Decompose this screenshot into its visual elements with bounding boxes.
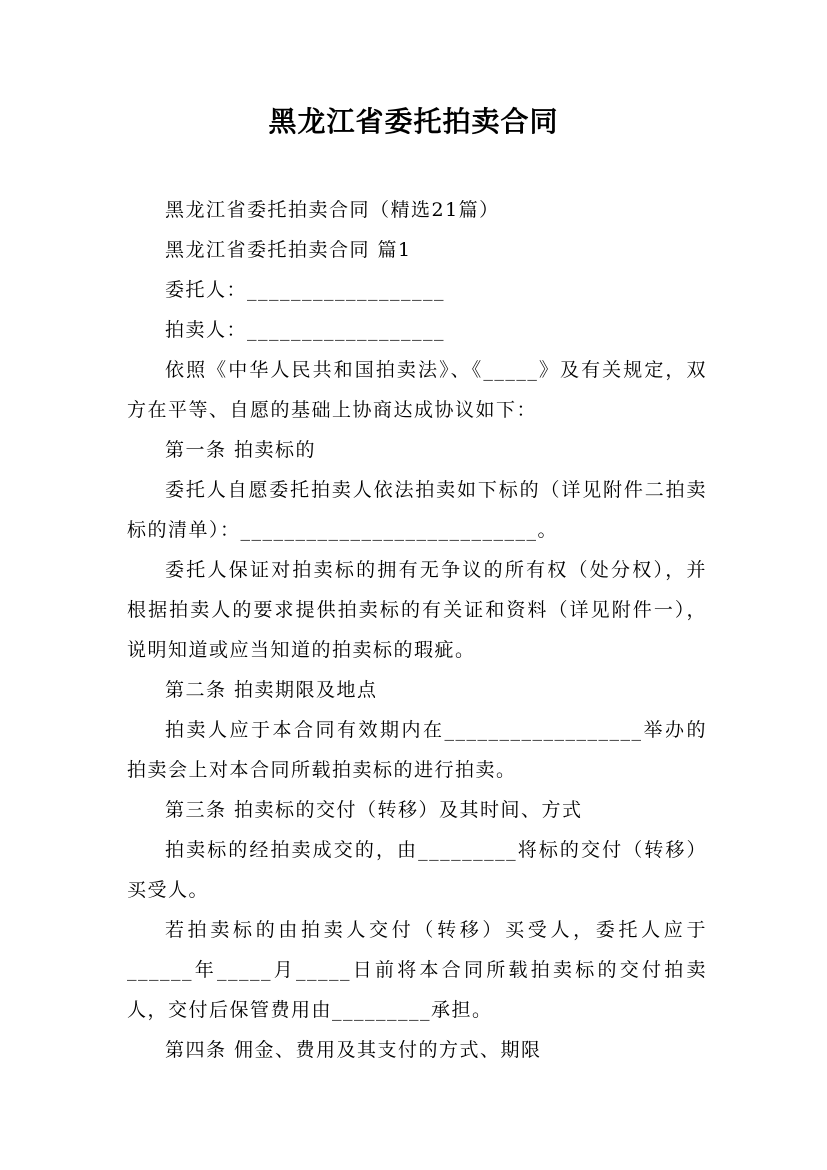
section-heading-4: 第四条 佣金、费用及其支付的方式、期限 bbox=[165, 1039, 542, 1061]
document-body bbox=[127, 190, 707, 1070]
paragraph-article-heading: 黑龙江省委托拍卖合同 篇1 bbox=[165, 239, 412, 261]
paragraph-subtitle: 黑龙江省委托拍卖合同（精选21篇） bbox=[165, 199, 500, 221]
paragraph-preamble: 依照《中华人民共和国拍卖法》、《_____》及有关规定，双方在平等、自愿的基础上协商达成协议如下： bbox=[127, 359, 707, 421]
document-title: 黑龙江省委托拍卖合同 bbox=[268, 105, 559, 138]
paragraph-section-3-b: 若拍卖标的由拍卖人交付（转移）买受人，委托人应于______年_____月_____日前将本合同所载拍卖标的交付拍卖人，交付后保管费用由_________承担。 bbox=[127, 919, 707, 1021]
paragraph-auctioneer-field: 拍卖人：__________________ bbox=[165, 319, 446, 341]
paragraph-principal-field: 委托人：__________________ bbox=[165, 279, 446, 301]
paragraph-section-2: 拍卖人应于本合同有效期内在__________________举办的拍卖会上对本合同所载拍卖标的进行拍卖。 bbox=[127, 719, 707, 781]
paragraph-section-1-b: 委托人保证对拍卖标的拥有无争议的所有权（处分权），并根据拍卖人的要求提供拍卖标的有关证和资料（详见附件一），说明知道或应当知道的拍卖标的瑕疵。 bbox=[127, 559, 707, 661]
paragraph-section-1-a: 委托人自愿委托拍卖人依法拍卖如下标的（详见附件二拍卖标的清单）：___________________________。 bbox=[127, 479, 707, 541]
section-heading-1: 第一条 拍卖标的 bbox=[165, 439, 317, 461]
section-heading-2: 第二条 拍卖期限及地点 bbox=[165, 679, 378, 701]
section-heading-3: 第三条 拍卖标的交付（转移）及其时间、方式 bbox=[165, 799, 583, 821]
paragraph-section-3-a: 拍卖标的经拍卖成交的，由_________将标的交付（转移）买受人。 bbox=[127, 839, 707, 901]
